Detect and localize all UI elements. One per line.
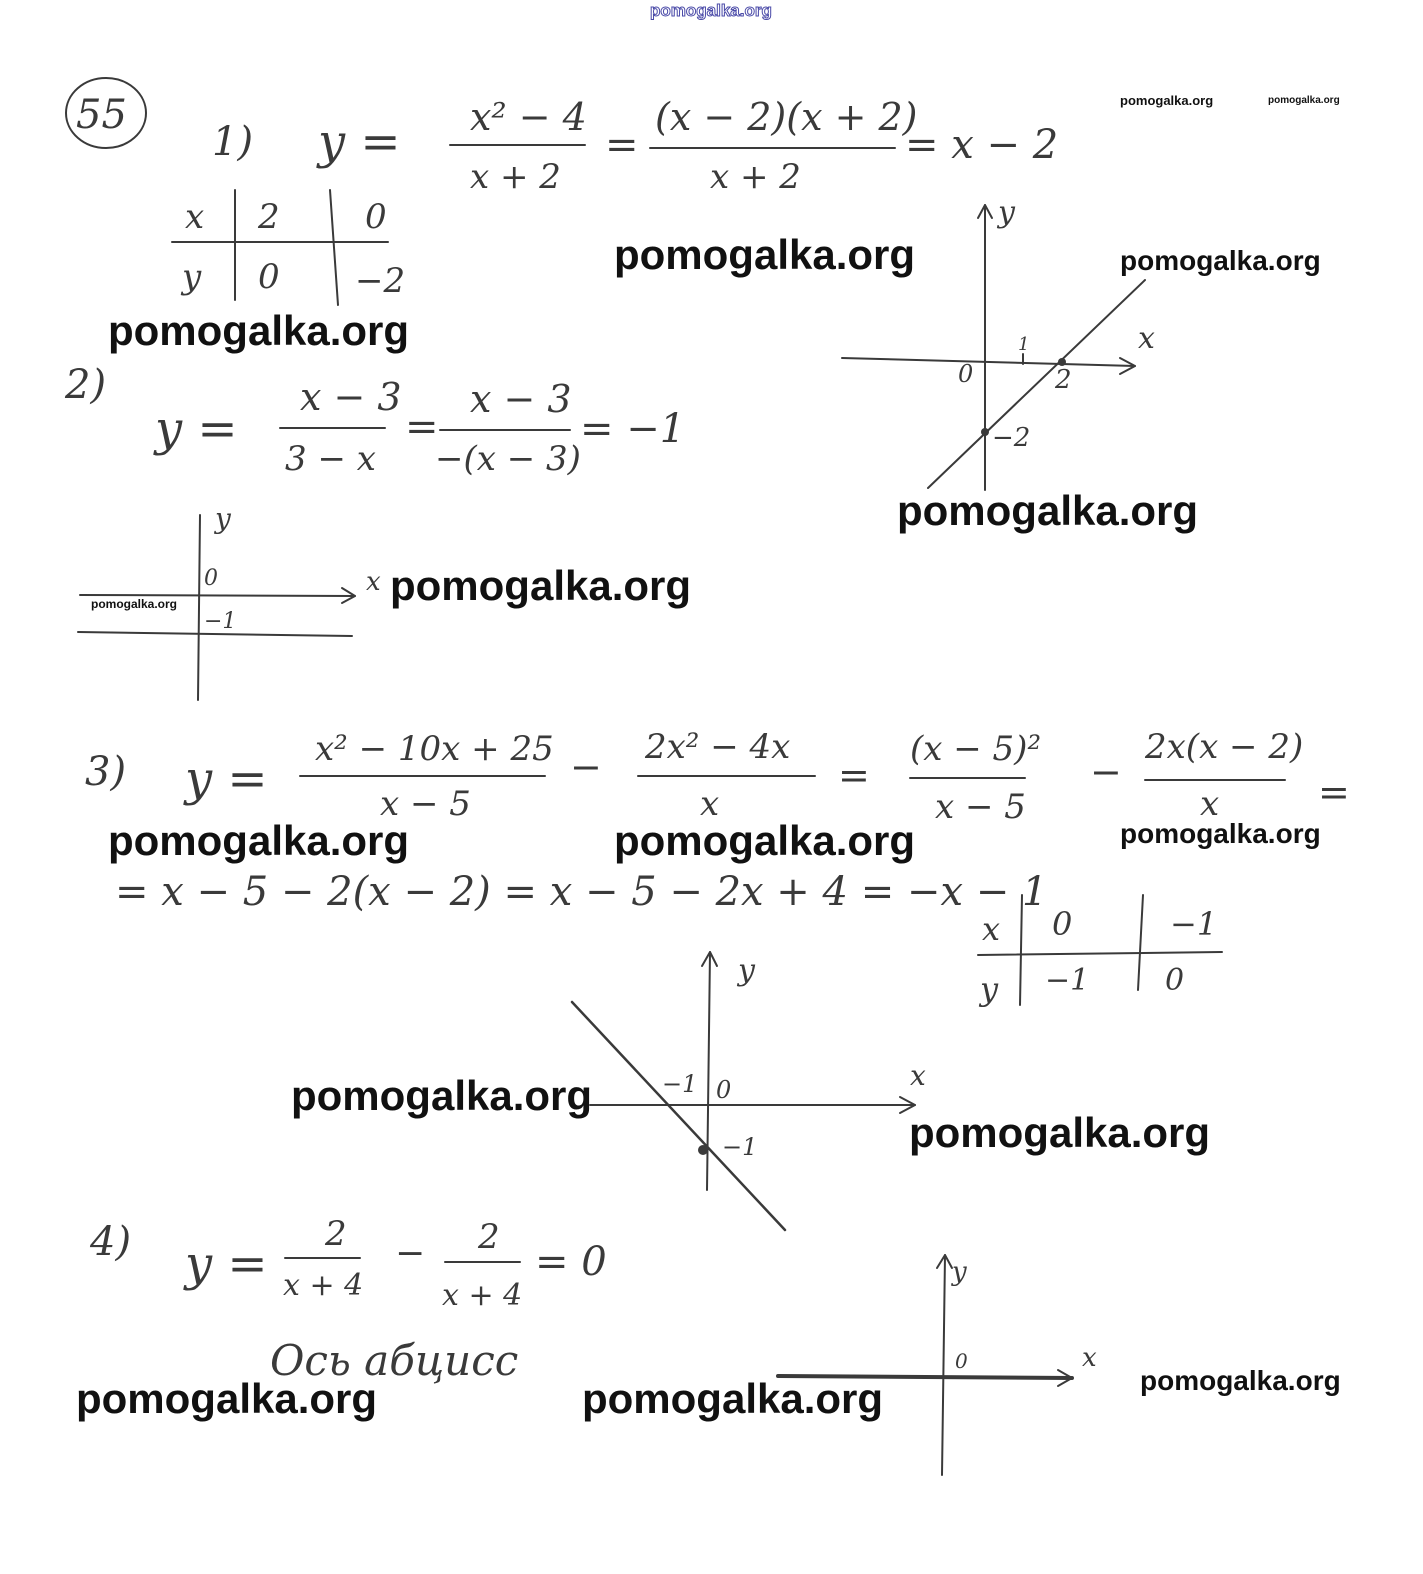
svg-text:0: 0 [204,566,218,591]
svg-text:0: 0 [1052,905,1073,943]
svg-text:−2: −2 [355,261,406,301]
watermark-right-3: pomogalka.org [1120,818,1321,849]
part4-den1: x + 4 [283,1268,364,1303]
part2-eq1: = [405,404,439,450]
part2-den2: −(x − 3) [435,439,581,479]
watermark-mid-1: pomogalka.org [614,231,916,278]
svg-text:−1: −1 [1045,963,1090,998]
svg-text:x: x [366,567,381,597]
part3-eq2: = [1318,770,1350,814]
part3-num2: 2x² − 4x [645,727,791,767]
part3-minus2: − [1090,750,1122,794]
svg-text:x: x [910,1059,926,1092]
svg-text:0: 0 [716,1076,732,1104]
part3-num4: 2x(x − 2) [1145,727,1304,767]
part2-num2: x − 3 [470,377,572,421]
part1-table [172,190,405,305]
svg-text:y: y [980,970,999,1008]
part3-graph [572,952,926,1230]
part2-label: 2) [65,362,107,408]
svg-text:x: x [982,910,1001,948]
svg-text:−1: −1 [722,1133,758,1161]
part1-y-eq: y = [318,114,401,170]
watermark-mid-4: pomogalka.org [582,1375,884,1422]
part4-note: Ось абцисс [270,1336,519,1385]
svg-text:55: 55 [76,92,127,138]
part3-num3: (x − 5)² [910,729,1042,769]
part1-equation [212,95,1058,197]
part2-y-eq: y = [155,401,238,457]
part1-label: 1) [212,119,254,165]
part4-label: 4) [90,1219,132,1265]
watermark-top-right-2: pomogalka.org [1268,95,1340,106]
watermark-right-4: pomogalka.org [909,1109,1211,1156]
svg-text:−1: −1 [204,609,237,634]
svg-text:x: x [1082,1343,1097,1373]
watermark-top-right-1: pomogalka.org [1120,93,1214,108]
part2-equation [64,362,685,479]
part1-den2: x + 2 [710,157,801,197]
part3-num1: x² − 10x + 25 [315,729,554,769]
part3-line2: = x − 5 − 2(x − 2) = x − 5 − 2x + 4 = −x − 1 [115,869,1048,915]
part3-eq1: = [838,753,870,797]
watermark-left-1: pomogalka.org [108,307,410,354]
part1-num2: (x − 2)(x + 2) [655,95,918,139]
svg-text:0: 0 [258,257,280,297]
watermark-left-3: pomogalka.org [291,1072,593,1119]
part3-minus1: − [570,745,602,789]
part1-result: = x − 2 [905,122,1059,168]
svg-text:y: y [182,257,202,297]
part4-y-eq: y = [185,1236,268,1292]
part4-den2: x + 4 [442,1278,523,1313]
part3-den4: x [1200,784,1220,824]
svg-text:0: 0 [365,197,387,237]
svg-text:y: y [215,502,231,535]
svg-text:x: x [1138,321,1155,356]
svg-text:2: 2 [258,197,280,237]
watermark-mid-2: pomogalka.org [390,562,692,609]
part3-y-eq: y = [185,751,268,807]
part4-num1: 2 [325,1214,347,1254]
part3-den1: x − 5 [380,784,471,824]
problem-number [66,78,146,148]
part4-minus: − [395,1233,426,1274]
svg-text:0: 0 [955,1349,968,1373]
svg-text:y: y [998,195,1015,230]
svg-text:0: 0 [1165,963,1185,998]
part2-num1: x − 3 [300,375,402,419]
watermark-left-4: pomogalka.org [76,1375,378,1422]
part3-label: 3) [85,749,127,795]
svg-text:2: 2 [1055,365,1072,395]
watermark-left-2: pomogalka.org [108,817,410,864]
part4-graph [778,1255,1097,1475]
part4-num2: 2 [478,1217,500,1257]
svg-text:0: 0 [958,360,974,388]
svg-text:−1: −1 [662,1070,698,1098]
part4-equation [89,1214,607,1385]
svg-text:x: x [185,197,205,237]
svg-text:−2: −2 [992,423,1031,453]
header-watermark: pomogalka.org [650,1,772,20]
watermark-right-1: pomogalka.org [1120,245,1321,276]
part4-result: = 0 [535,1239,607,1285]
part1-eq1: = [605,122,639,168]
watermark-left-small: pomogalka.org [91,597,178,611]
svg-text:y: y [738,953,755,988]
part1-num1: x² − 4 [470,95,587,139]
part3-den2: x [700,784,720,824]
svg-text:y: y [952,1257,967,1287]
watermark-right-2: pomogalka.org [897,487,1199,534]
svg-text:−1: −1 [1170,905,1218,943]
watermark-mid-3: pomogalka.org [614,817,916,864]
part2-den1: 3 − x [285,439,376,479]
part3-den3: x − 5 [935,787,1026,827]
part2-result: = −1 [580,406,686,452]
part1-den1: x + 2 [470,157,561,197]
watermark-right-5: pomogalka.org [1140,1365,1341,1396]
svg-text:1: 1 [1018,334,1030,355]
